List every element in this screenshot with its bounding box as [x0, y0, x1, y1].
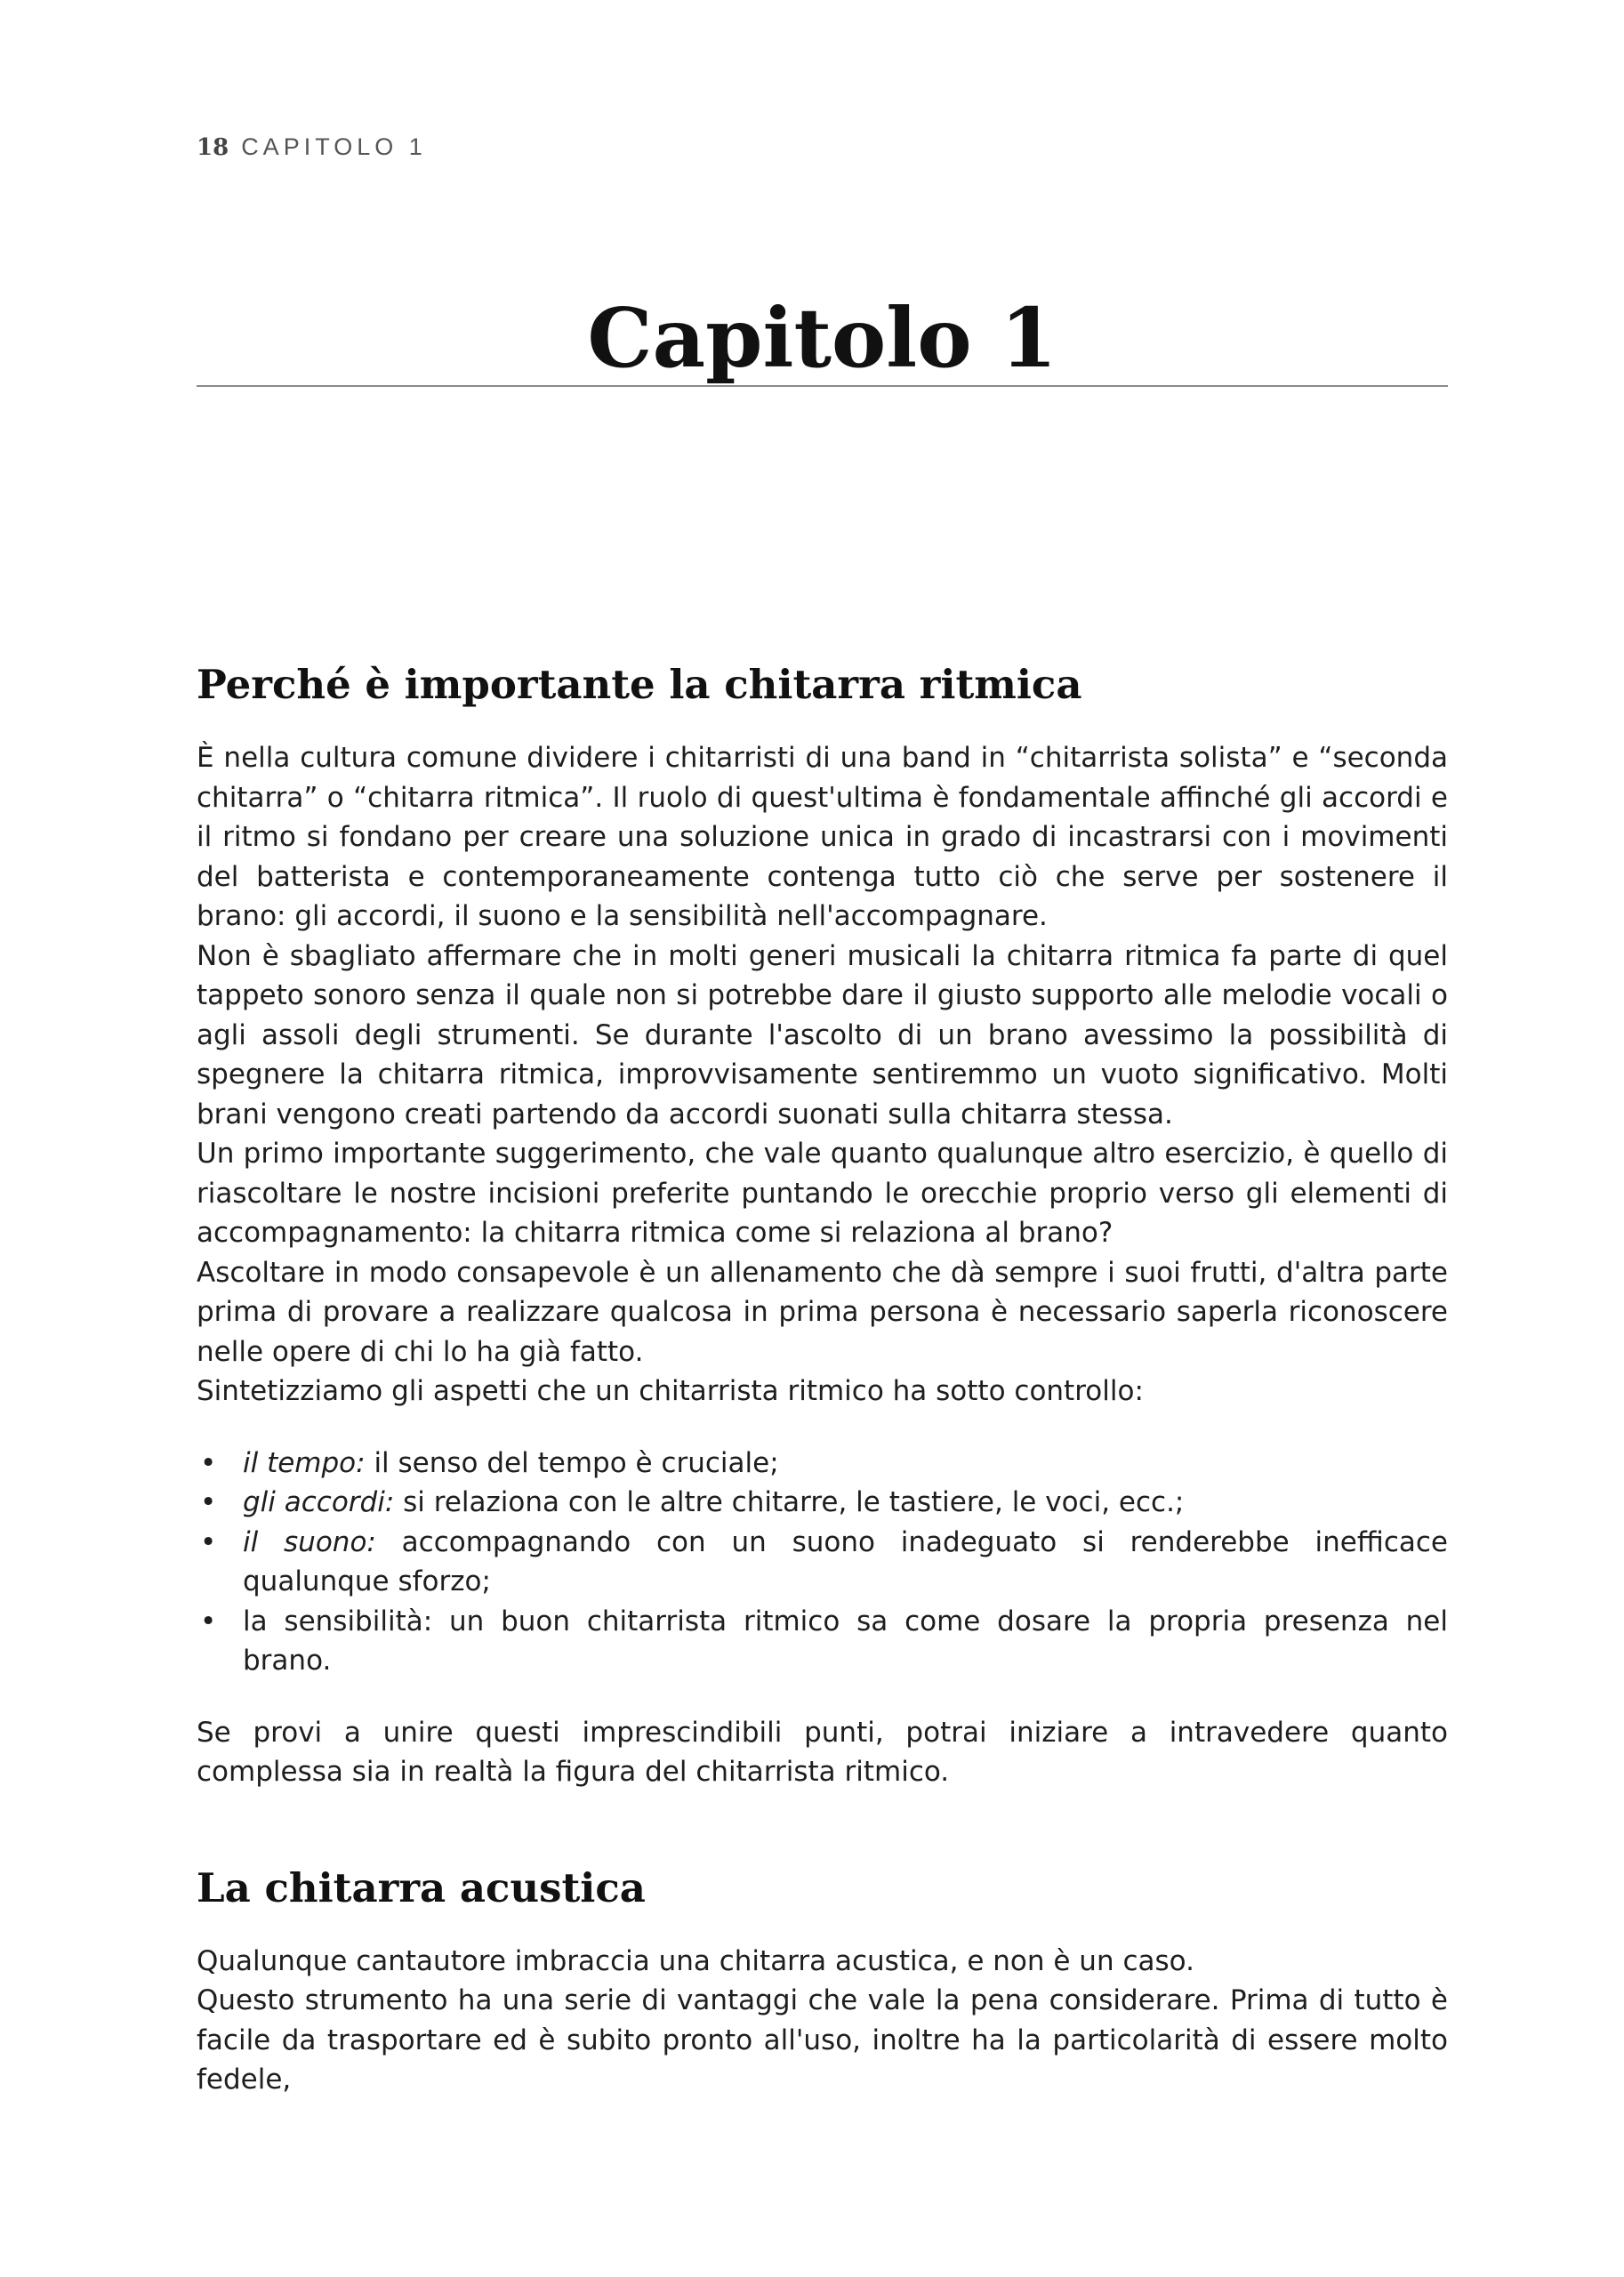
paragraph: Sintetizziamo gli aspetti che un chitarrista ritmico ha sotto controllo:: [197, 1375, 1144, 1407]
section-heading-rhythm-guitar: Perché è importante la chitarra ritmica: [197, 661, 1082, 708]
section-rhythm-guitar: [197, 658, 1448, 1792]
section-acoustic-guitar: [197, 1862, 1448, 2100]
list-item-text: si relaziona con le altre chitarre, le tastiere, le voci, ecc.;: [394, 1486, 1185, 1518]
list-item: [197, 1523, 1448, 1602]
paragraph: Non è sbagliato affermare che in molti generi musicali la chitarra ritmica fa parte di quel tappeto sonoro senza il quale non si potrebbe dare il giusto supporto alle melodie vocali o agli assoli degli strumenti. Se durante l'ascolto di un brano avessimo la possibilità di spegnere la chitarra ritmica, improvvisamente sentiremmo un vuoto significativo. Molti brani vengono creati partendo da accordi suonati sulla chitarra stessa.: [197, 939, 1448, 1130]
paragraph: È nella cultura comune dividere i chitarristi di una band in “chitarrista solista” e “seconda chitarra” o “chitarra ritmica”. Il ruolo di quest'ultima è fondamentale affinché gli accordi e il ritmo si fondano per creare una soluzione unica in grado di incastrarsi con i movimenti del batterista e contemporaneamente contenga tutto ciò che serve per sostenere il brano: gli accordi, il suono e la sensibilità nell'accompagnare.: [197, 742, 1448, 932]
running-head: [197, 133, 427, 161]
paragraph: Questo strumento ha una serie di vantaggi che vale la pena considerare. Prima di tutto è facile da trasportare ed è subito pronto all'uso, inoltre ha la particolarità di essere molto fedele,: [197, 1984, 1448, 2096]
section-heading-acoustic-guitar: La chitarra acustica: [197, 1863, 646, 1911]
chapter-title-rule: [197, 385, 1448, 387]
list-item-text: il senso del tempo è cruciale;: [365, 1446, 779, 1479]
list-item-term: il tempo:: [243, 1446, 366, 1479]
list-item-term: gli accordi:: [243, 1486, 395, 1518]
list-item: [197, 1602, 1448, 1681]
paragraph-closing: Se provi a unire questi imprescindibili punti, potrai iniziare a intravedere quanto complessa sia in realtà la figura del chitarrista ritmico.: [197, 1716, 1448, 1788]
list-item-text: accompagnando con un suono inadeguato si renderebbe inefficace qualunque sforzo;: [243, 1525, 1448, 1597]
paragraph: Ascoltare in modo consapevole è un allenamento che dà sempre i suoi frutti, d'altra parte prima di provare a realizzare qualcosa in prima persona è necessario saperla riconoscere nelle opere di chi lo ha già fatto.: [197, 1256, 1448, 1368]
list-item: [197, 1483, 1448, 1523]
list-item-text: la sensibilità: un buon chitarrista ritmico sa come dosare la propria presenza nel brano.: [243, 1605, 1448, 1677]
paragraph: Qualunque cantautore imbraccia una chitarra acustica, e non è un caso.: [197, 1944, 1194, 1977]
running-head-chapter: CAPITOLO 1: [241, 133, 427, 160]
chapter-title: Capitolo 1: [587, 290, 1057, 386]
paragraph: Un primo importante suggerimento, che vale quanto qualunque altro esercizio, è quello di riascoltare le nostre incisioni preferite puntando le orecchie proprio verso gli elementi di accompagnamento: la chitarra ritmica come si relaziona al brano?: [197, 1138, 1448, 1249]
aspects-list: [197, 1444, 1448, 1681]
list-item-term: il suono:: [243, 1525, 376, 1558]
list-item: [197, 1444, 1448, 1484]
page-content: [197, 658, 1448, 2100]
page-number: 18: [197, 134, 229, 161]
